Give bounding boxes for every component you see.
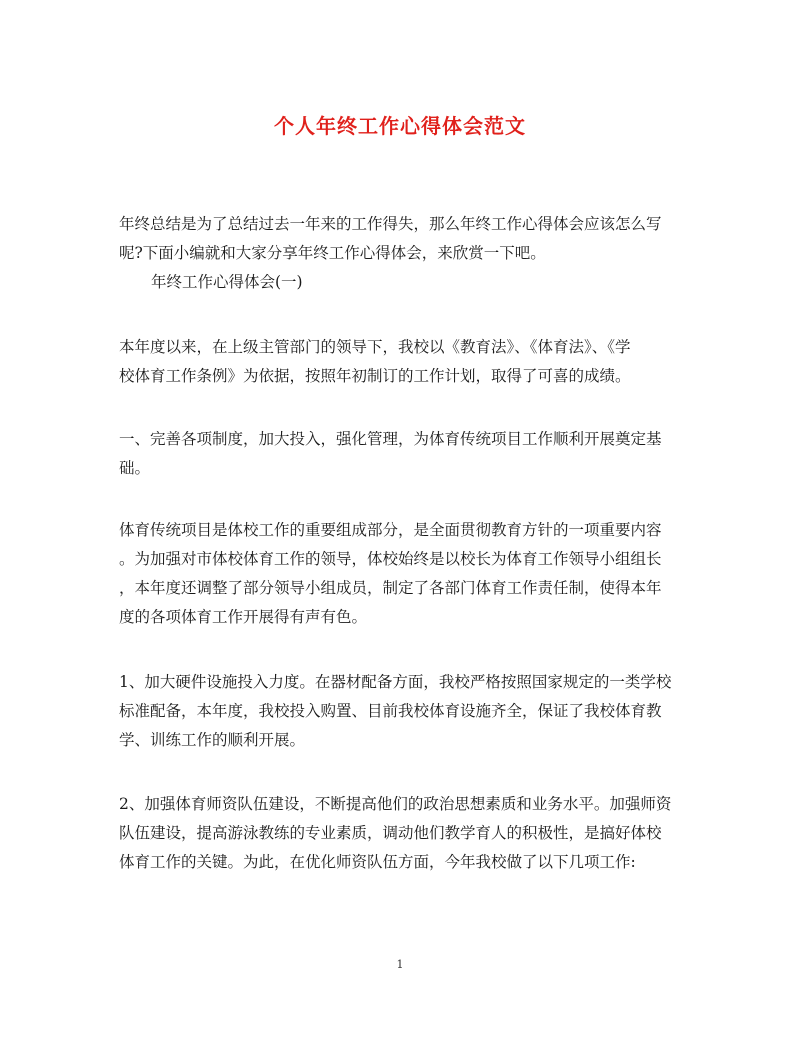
- paragraph-intro: [119, 210, 681, 268]
- paragraph-body: [119, 516, 681, 632]
- paragraph-line: 本年度以来，在上级主管部门的领导下，我校以《教育法》、《体育法》、《学: [119, 338, 631, 356]
- paragraph-body: [119, 790, 681, 877]
- paragraph-line: 呢?下面小编就和大家分享年终工作心得体会，来欣赏一下吧。: [119, 244, 546, 262]
- paragraph-line: 度的各项体育工作开展得有声有色。: [119, 608, 368, 626]
- paragraph-line: ，本年度还调整了部分领导小组成员，制定了各部门体育工作责任制，使得本年: [119, 579, 662, 597]
- paragraph-line: 标准配备，本年度，我校投入购置、目前我校体育设施齐全，保证了我校体育教: [119, 702, 662, 720]
- section-heading: [151, 268, 713, 297]
- paragraph-line: 体育传统项目是体校工作的重要组成部分，是全面贯彻教育方针的一项重要内容: [119, 521, 662, 539]
- paragraph-line: 体育工作的关键。为此，在优化师资队伍方面，今年我校做了以下几项工作:: [119, 853, 636, 871]
- paragraph-line: 年终工作心得体会(一): [151, 273, 303, 291]
- document-title: 个人年终工作心得体会范文: [274, 114, 526, 138]
- paragraph-line: 。为加强对市体校体育工作的领导，体校始终是以校长为体育工作领导小组组长: [119, 550, 662, 568]
- page-number: 1: [396, 958, 404, 971]
- paragraph-line: 2、加强体育师资队伍建设，不断提高他们的政治思想素质和业务水平。加强师资: [119, 795, 672, 813]
- paragraph-line: 年终总结是为了总结过去一年来的工作得失，那么年终工作心得体会应该怎么写: [119, 215, 662, 233]
- paragraph-line: 学、训练工作的顺利开展。: [119, 731, 306, 749]
- paragraph-body: [119, 425, 681, 483]
- paragraph-line: 校体育工作条例》为依据，按照年初制订的工作计划，取得了可喜的成绩。: [119, 367, 631, 385]
- paragraph-body: [119, 333, 681, 391]
- paragraph-line: 础。: [119, 459, 151, 477]
- paragraph-body: [119, 668, 681, 755]
- paragraph-line: 一、完善各项制度，加大投入，强化管理，为体育传统项目工作顺利开展奠定基: [119, 430, 662, 448]
- paragraph-line: 队伍建设，提高游泳教练的专业素质，调动他们教学育人的积极性，是搞好体校: [119, 824, 662, 842]
- paragraph-line: 1、加大硬件设施投入力度。在器材配备方面，我校严格按照国家规定的一类学校: [119, 673, 672, 691]
